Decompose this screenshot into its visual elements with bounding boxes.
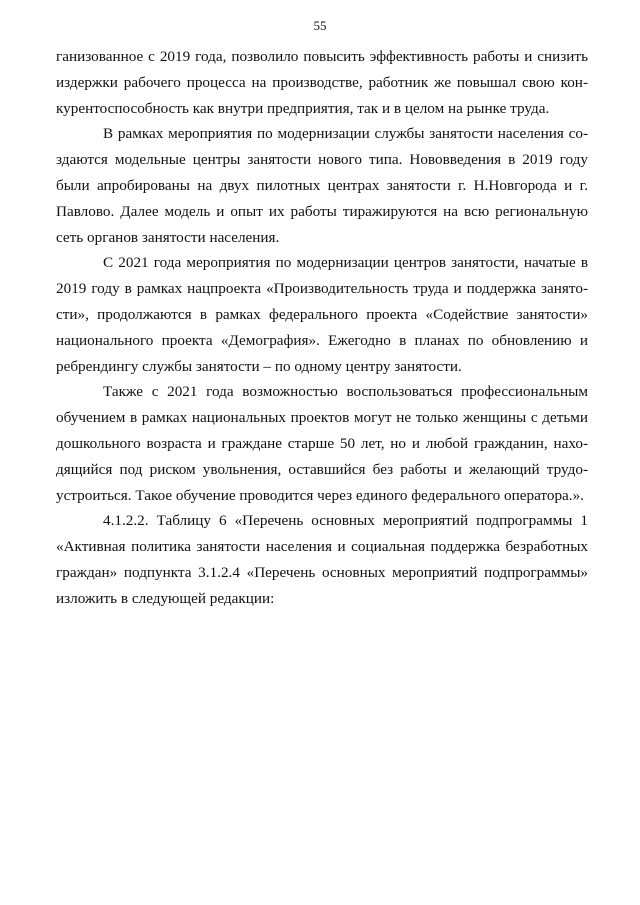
page-number: 55 xyxy=(313,18,327,33)
paragraph-continuation: ганизованное с 2019 года, позволило повысить эффективность работы и снизить издержки рабочего процесса на производстве, работник же повышал свою конкурентоспособность как внутри предприятия, так и в целом на рынке труда. xyxy=(56,48,588,117)
paragraph-table-amendment: 4.1.2.2. Таблицу 6 «Перечень основных мероприятий подпрограммы 1 «Активная политика занятости населения и социальная поддержка безработных граждан» подпункта 3.1.2.4 «Перечень основных мероприятий подпрограммы» изложить в следующей редакции: xyxy=(56,512,588,607)
paragraph-model-centers: В рамках мероприятия по модернизации службы занятости населения создаются модельные центры занятости нового типа. Нововведения в 2019 году были апробированы на двух пилотных центрах занятости г. Н.Новгорода и г. Павлово. Далее модель и опыт их работы тиражируются на всю региональную сеть органов занятости населения. xyxy=(56,125,588,246)
paragraph-professional-training: Также с 2021 года возможностью воспользоваться профессиональным обучением в рамках национальных проектов могут не только женщины с детьми дошкольного возраста и граждане старше 50 лет, но и любой гражданин, находящийся под риском увольнения, оставшийся без работы и желающий трудоустроиться. Такое обучение проводится через единого федерального оператора.». xyxy=(56,383,588,504)
paragraph-modernization-2021: С 2021 года мероприятия по модернизации центров занятости, начатые в 2019 году в рамках нацпроекта «Производительность труда и поддержка занятости», продолжаются в рамках федерального проекта «Содействие занятости» национального проекта «Демография». Ежегодно в планах по обновлению и ребрендингу службы занятости – по одному центру занятости. xyxy=(56,254,588,375)
document-body xyxy=(56,44,588,612)
